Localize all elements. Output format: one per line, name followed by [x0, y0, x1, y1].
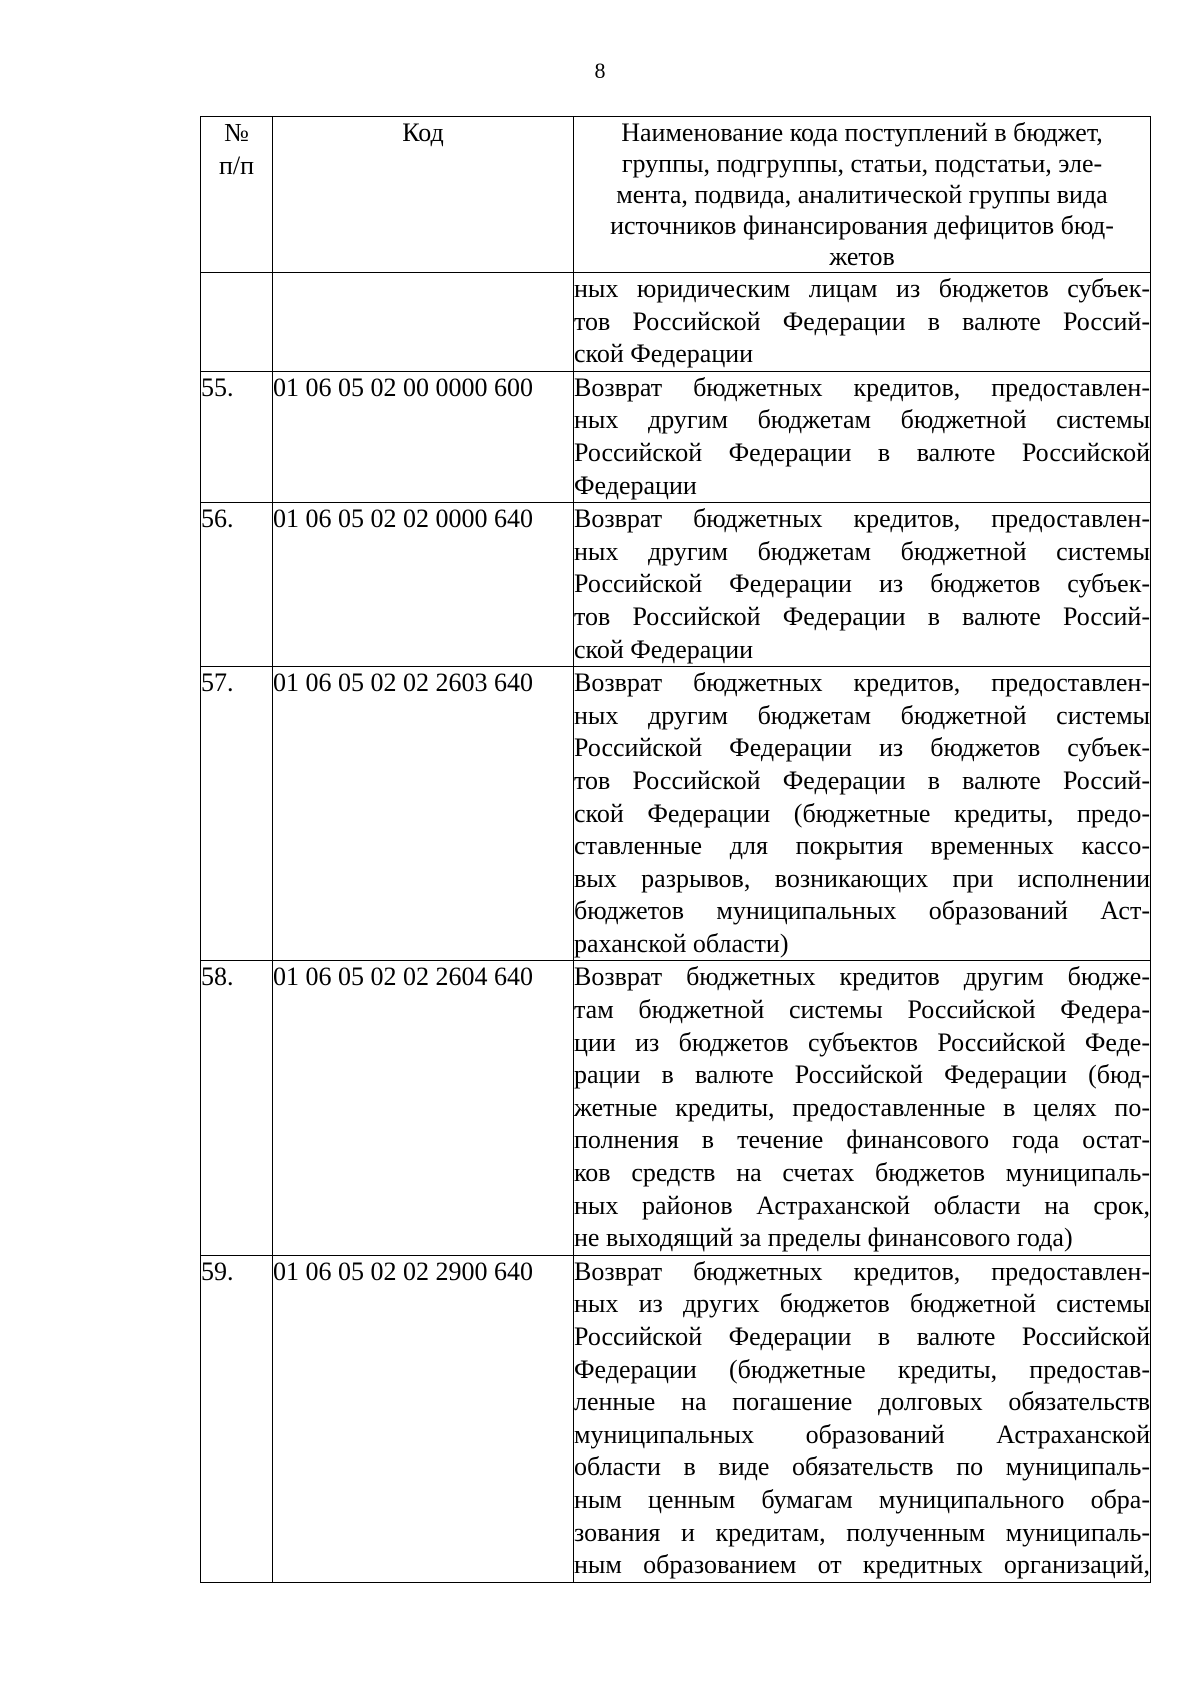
description-line: ленные на погашение долговых обязательств [574, 1387, 1150, 1417]
description-line: тов Российской Федерации в валюте Россий- [574, 601, 1150, 631]
row-description [574, 371, 1151, 502]
description-line: области в виде обязательств по муниципаль- [574, 1452, 1150, 1482]
budget-codes-table [200, 116, 1151, 1583]
header-description-line: мента, подвида, аналитической группы вида [616, 180, 1108, 209]
row-description [574, 503, 1151, 667]
table-row [201, 1255, 1151, 1582]
row-code [273, 273, 574, 372]
description-line: Российской Федерации в валюте Российской [574, 1322, 1150, 1351]
header-description-line: Наименование кода поступлений в бюджет, [621, 118, 1103, 147]
description-line: ных юридическим лицам из бюджетов субъек- [574, 274, 1150, 303]
description-line: ской Федерации [574, 634, 754, 664]
description-line: вых разрывов, возникающих при исполнении [574, 863, 1150, 893]
description-line: тов Российской Федерации в валюте Россий- [574, 765, 1150, 795]
header-description-line: источников финансирования дефицитов бюд- [610, 211, 1114, 240]
description-line: ской Федерации (бюджетные кредиты, предо- [574, 798, 1150, 828]
description-line: ных другим бюджетам бюджетной системы [574, 405, 1150, 435]
header-code: Код [273, 117, 574, 273]
description-line: Российской Федерации в валюте Российской [574, 437, 1150, 467]
description-line: не выходящий за пределы финансового года) [574, 1223, 1073, 1253]
table-row [201, 667, 1151, 961]
table-row [201, 273, 1151, 372]
row-code: 01 06 05 02 02 2603 640 [273, 667, 574, 961]
description-line: Российской Федерации из бюджетов субъек- [574, 733, 1150, 763]
row-code: 01 06 05 02 00 0000 600 [273, 371, 574, 502]
description-line: ков средств на счетах бюджетов муниципаль- [574, 1158, 1150, 1188]
page-number: 8 [594, 58, 606, 83]
description-line: раханской области) [574, 928, 789, 958]
header-number-abbrev: п/п [218, 150, 255, 180]
header-description-line: группы, подгруппы, статьи, подстатьи, эле- [621, 149, 1103, 178]
description-line: Возврат бюджетных кредитов, предоставлен- [574, 504, 1150, 534]
description-line: муниципальных образований Астраханской [574, 1419, 1150, 1449]
row-description [574, 1255, 1151, 1582]
description-line: Федерации [574, 470, 697, 500]
header-number-symbol: № [224, 118, 249, 147]
description-line: ставленные для покрытия временных кассо- [574, 831, 1150, 861]
description-line: там бюджетной системы Российской Федера- [574, 995, 1150, 1025]
row-number: 55. [201, 371, 273, 502]
description-line: Возврат бюджетных кредитов другим бюдже- [574, 962, 1150, 992]
description-line: ных другим бюджетам бюджетной системы [574, 700, 1150, 730]
row-number: 57. [201, 667, 273, 961]
description-line: рации в валюте Российской Федерации (бюд- [574, 1060, 1150, 1090]
description-line: ным образованием от кредитных организаций, [574, 1550, 1150, 1580]
table-row [201, 371, 1151, 502]
description-line: Возврат бюджетных кредитов, предоставлен- [574, 1256, 1150, 1286]
description-line: бюджетов муниципальных образований Аст- [574, 896, 1150, 926]
description-line: ных другим бюджетам бюджетной системы [574, 536, 1150, 566]
table-row [201, 503, 1151, 667]
row-number: 56. [201, 503, 273, 667]
row-number: 58. [201, 961, 273, 1255]
description-line: Федерации (бюджетные кредиты, предостав- [574, 1354, 1150, 1384]
description-line: жетные кредиты, предоставленные в целях по- [574, 1092, 1150, 1122]
table-row [201, 961, 1151, 1255]
row-code: 01 06 05 02 02 0000 640 [273, 503, 574, 667]
description-line: зования и кредитам, полученным муниципаль- [574, 1517, 1150, 1547]
header-description [574, 117, 1151, 273]
description-line: тов Российской Федерации в валюте Россий- [574, 306, 1150, 336]
description-line: ных из других бюджетов бюджетной системы [574, 1289, 1150, 1319]
row-description [574, 273, 1151, 372]
description-line: Российской Федерации из бюджетов субъек- [574, 569, 1150, 599]
row-description [574, 961, 1151, 1255]
row-description [574, 667, 1151, 961]
header-number [201, 117, 273, 273]
description-line: Возврат бюджетных кредитов, предоставлен- [574, 668, 1150, 698]
description-line: полнения в течение финансового года остат- [574, 1125, 1150, 1155]
header-description-line: жетов [829, 242, 895, 271]
description-line: ным ценным бумагам муниципального обра- [574, 1484, 1150, 1514]
row-number [201, 273, 273, 372]
row-code: 01 06 05 02 02 2900 640 [273, 1255, 574, 1582]
table-header-row [201, 117, 1151, 273]
description-line: ской Федерации [574, 339, 754, 369]
description-line: ции из бюджетов субъектов Российской Феде- [574, 1027, 1150, 1057]
row-code: 01 06 05 02 02 2604 640 [273, 961, 574, 1255]
description-line: Возврат бюджетных кредитов, предоставлен- [574, 372, 1150, 402]
description-line: ных районов Астраханской области на срок, [574, 1190, 1150, 1220]
row-number: 59. [201, 1255, 273, 1582]
